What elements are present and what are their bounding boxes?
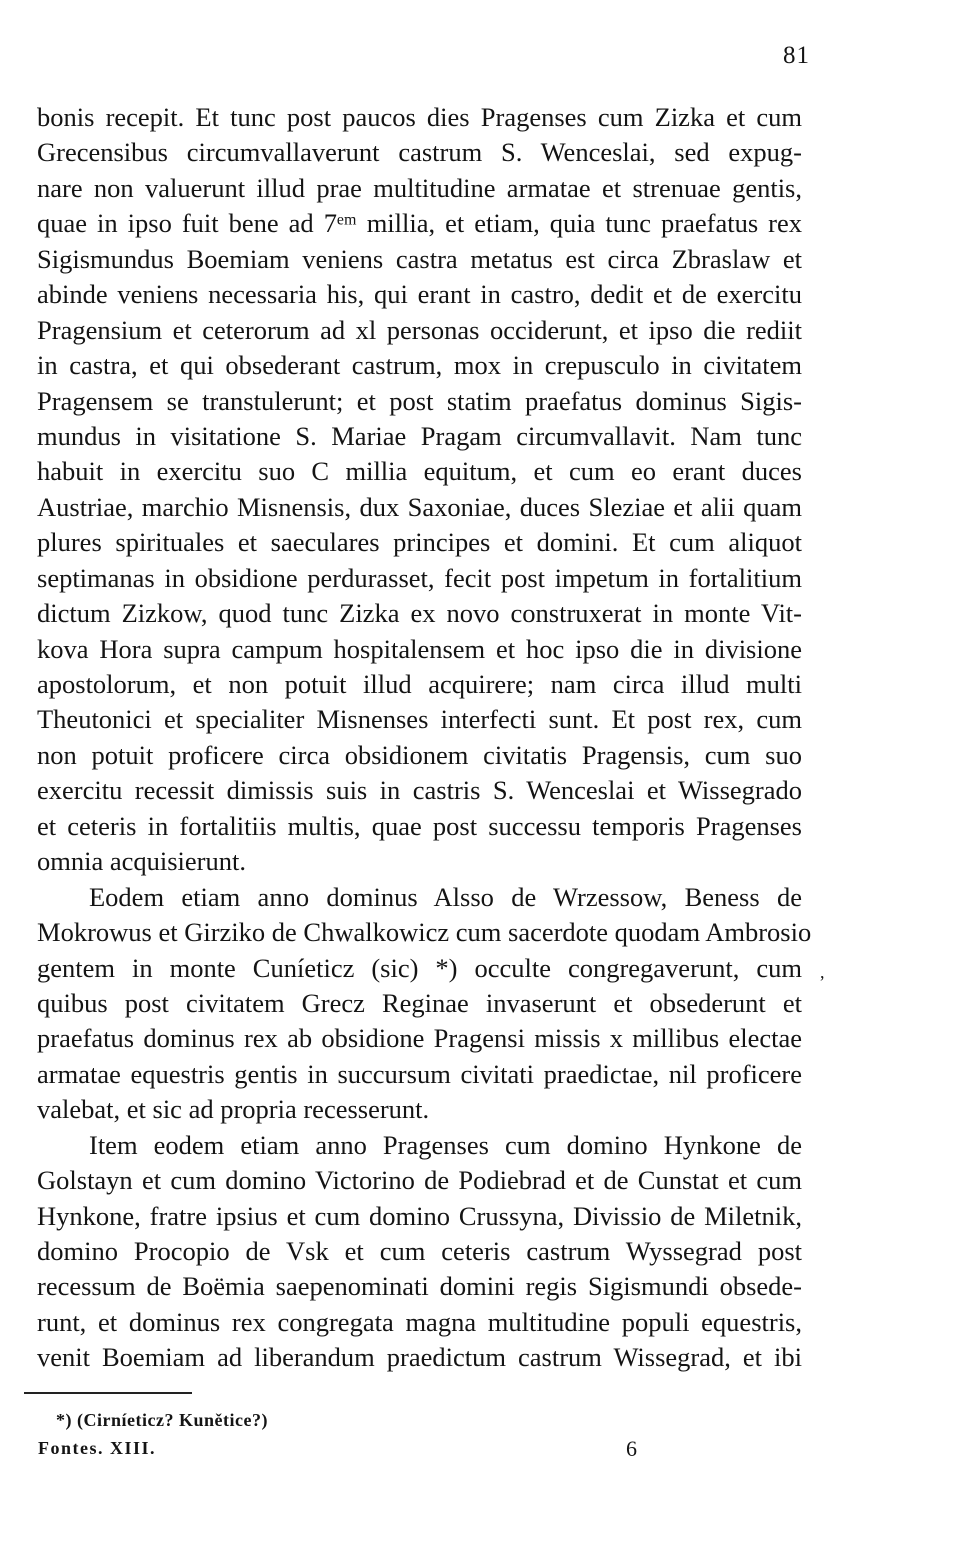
text-line: recessum de Boëmia saepenominati domini regis Sigismundi obsede- xyxy=(37,1271,802,1302)
text-line: Pragensium et ceterorum ad xl personas occiderunt, et ipso die rediit xyxy=(37,314,802,345)
text-line: praefatus dominus rex ab obsidione Pragensi missis x millibus electae xyxy=(37,1023,802,1054)
signature-mark: 6 xyxy=(626,1436,637,1461)
text-line: bonis recepit. Et tunc post paucos dies Pragenses cum Zizka et cum xyxy=(37,102,802,132)
text-line: Austriae, marchio Misnensis, dux Saxoniae, duces Sleziae et alii quam xyxy=(37,491,802,522)
body-text xyxy=(37,100,812,1376)
text-line: septimanas in obsidione perdurasset, fecit post impetum in fortalitium xyxy=(37,562,802,593)
text-line: apostolorum, et non potuit illud acquirere; nam circa illud multi xyxy=(37,669,802,699)
signature-line: Fontes. XIII. xyxy=(38,1438,157,1458)
footnote: *) (Cirníeticz? Kunětice?) xyxy=(56,1410,268,1430)
footnote-rule xyxy=(24,1392,192,1394)
text-line: Golstayn et cum domino Victorino de Podiebrad et de Cunstat et cum xyxy=(37,1165,802,1196)
text-line: Hynkone, fratre ipsius et cum domino Crussyna, Divissio de Miletnik, xyxy=(37,1200,802,1231)
text-line: non potuit proficere circa obsidionem civitatis Pragensis, cum suo xyxy=(37,739,802,770)
margin-mark: , xyxy=(820,962,825,982)
text-line: valebat, et sic ad propria recesserunt. xyxy=(37,1094,430,1125)
text-line: Mokrowus et Girziko de Chwalkowicz cum sacerdote quodam Ambrosio xyxy=(37,917,812,948)
text-line: runt, et dominus rex congregata magna multitudine populi equestris, xyxy=(37,1306,802,1337)
text-line: abinde veniens necessaria his, qui erant in castro, dedit et de exercitu xyxy=(37,279,802,310)
text-line: Pragensem se transtulerunt; et post statim praefatus dominus Sigis- xyxy=(37,385,802,416)
text-line: Sigismundus Boemiam veniens castra metatus est circa Zbraslaw et xyxy=(37,243,802,274)
text-line: exercitu recessit dimissis suis in castris S. Wenceslai et Wissegrado xyxy=(37,775,802,806)
text-line: Eodem etiam anno dominus Alsso de Wrzessow, Beness de xyxy=(89,881,802,912)
text-line: Theutonici et specialiter Misnenses interfecti sunt. Et post rex, cum xyxy=(37,704,802,735)
text-line: in castra, et qui obsederant castrum, mox in crepusculo in civitatem xyxy=(37,350,802,381)
text-line: Grecensibus circumvallaverunt castrum S. Wenceslai, sed expug- xyxy=(37,137,802,168)
text-line: gentem in monte Cuníeticz (sic) *) occulte congregaverunt, cum xyxy=(37,952,802,983)
text-line: nare non valuerunt illud prae multitudine armatae et strenuae gentis, xyxy=(37,172,802,203)
text-line: quibus post civitatem Grecz Reginae invaserunt et obsederunt et xyxy=(37,987,802,1018)
text-line: omnia acquisierunt. xyxy=(37,846,246,877)
text-line: Item eodem etiam anno Pragenses cum domino Hynkone de xyxy=(89,1129,802,1160)
text-line: habuit in exercitu suo C millia equitum, et cum eo erant duces xyxy=(37,456,802,487)
text-line: kova Hora supra campum hospitalensem et hoc ipso die in divisione xyxy=(37,633,802,664)
text-line: mundus in visitatione S. Mariae Pragam circumvallavit. Nam tunc xyxy=(37,420,802,451)
text-line: domino Procopio de Vsk et cum ceteris castrum Wyssegrad post xyxy=(37,1236,802,1266)
text-line: plures spirituales et saeculares principes et domini. Et cum aliquot xyxy=(37,527,802,558)
page-number: 81 xyxy=(783,42,810,69)
text-line: armatae equestris gentis in succursum civitati praedictae, nil proficere xyxy=(37,1058,802,1089)
text-line: dictum Zizkow, quod tunc Zizka ex novo construxerat in monte Vit- xyxy=(37,598,802,629)
text-line: et ceteris in fortalitiis multis, quae post successu temporis Pragenses xyxy=(37,810,802,841)
text-line: quae in ipso fuit bene ad 7ᵉᵐ millia, et etiam, quia tunc praefatus rex xyxy=(37,208,802,239)
text-line: venit Boemiam ad liberandum praedictum castrum Wissegrad, et ibi xyxy=(37,1342,802,1373)
